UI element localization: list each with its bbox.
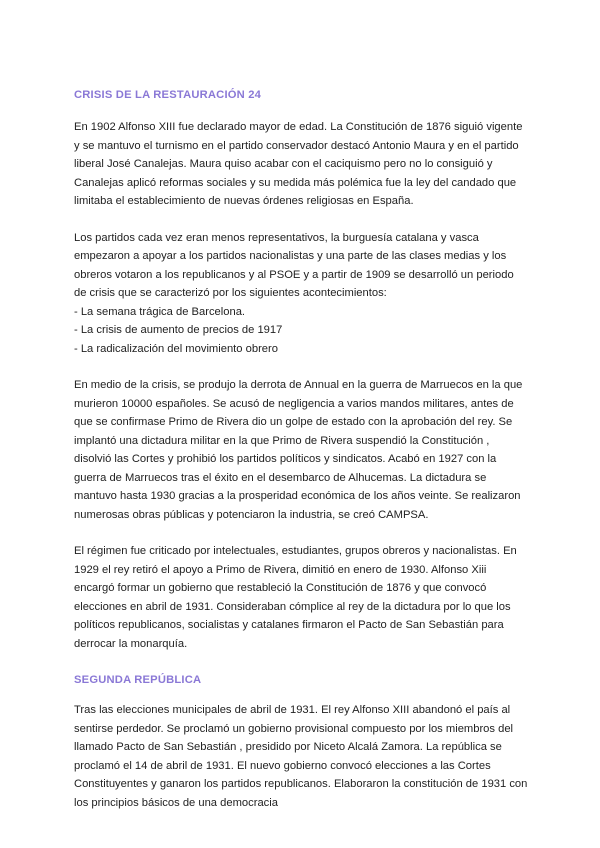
list-item-radicalizacion: - La radicalización del movimiento obrero [74,342,278,355]
list-item-crisis-precios: - La crisis de aumento de precios de 1917 [74,324,283,336]
paragraph-alfonso-xiii: En 1902 Alfonso XIII fue declarado mayor de edad. La Constitución de 1876 siguió vigente y se mantuvo el turnismo en el partido conservador destacó Antonio Maura y en el partido liberal José Canalejas. Maura quiso acabar con el caciquismo pero no lo consiguió y Canalejas aplicó reformas sociales y su medida más polémica fue la ley del candado que limitaba el establecimiento de nuevas órdenes religiosas en España. [74,121,523,207]
paragraph-annual-dictadura: En medio de la crisis, se produjo la derrota de Annual en la guerra de Marruecos en la que murieron 10000 españoles. Se acusó de negligencia a varios mandos militares, antes de que se confirmase Primo de Rivera dio un golpe de estado con la aprobación del rey. Se implantó una dictadura militar en la que Primo de Rivera suspendió la Constitución , disolvió las Cortes y prohibió los partidos políticos y sindicatos. Acabó en 1927 con la guerra de Marruecos tras el éxito en el desembarco de Alhucemas. La dictadura se mantuvo hasta 1930 gracias a la prosperidad económica de los años veinte. Se realizaron numerosas obras públicas y potenciaron la industria, se creó CAMPSA. [74,379,523,521]
section-heading-crisis: CRISIS DE LA RESTAURACIÓN 24 [74,89,262,101]
paragraph-partidos [74,229,528,359]
list-item-semana-tragica: - La semana trágica de Barcelona. [74,305,246,318]
section-heading-segunda-republica: SEGUNDA REPÚBLICA [74,674,202,686]
document-page [74,86,528,830]
paragraph-elecciones-1931: Tras las elecciones municipales de abril de 1931. El rey Alfonso XIII abandonó el país al sentirse perdedor. Se proclamó un gobierno provisional compuesto por los miembros del llamado Pacto de San Sebastián , presidido por Niceto Alcalá Zamora. La república se proclamó el 14 de abril de 1931. El nuevo gobierno convocó elecciones a las Cortes Constituyentes y ganaron los partidos republicanos. Elaboraron la constitución de 1931 con los principios básicos de una democracia [74,704,528,809]
paragraph-regimen-criticado: El régimen fue criticado por intelectuales, estudiantes, grupos obreros y nacionalistas. En 1929 el rey retiró el apoyo a Primo de Rivera, dimitió en enero de 1930. Alfonso Xiii encargó formar un gobierno que restableció la Constitución de 1876 y que convocó elecciones en abril de 1931. Consideraban cómplice al rey de la dictadura por lo que los políticos republicanos, socialistas y catalanes firmaron el Pacto de San Sebastián para derrocar la monarquía. [74,545,517,650]
paragraph-partidos-intro: Los partidos cada vez eran menos representativos, la burguesía catalana y vasca empezaron a apoyar a los partidos nacionalistas y una parte de las clases medias y los obreros votaron a los republicanos y al PSOE y a partir de 1909 se desarrolló un periodo de crisis que se caracterizó por los siguientes acontecimientos: [74,231,514,299]
